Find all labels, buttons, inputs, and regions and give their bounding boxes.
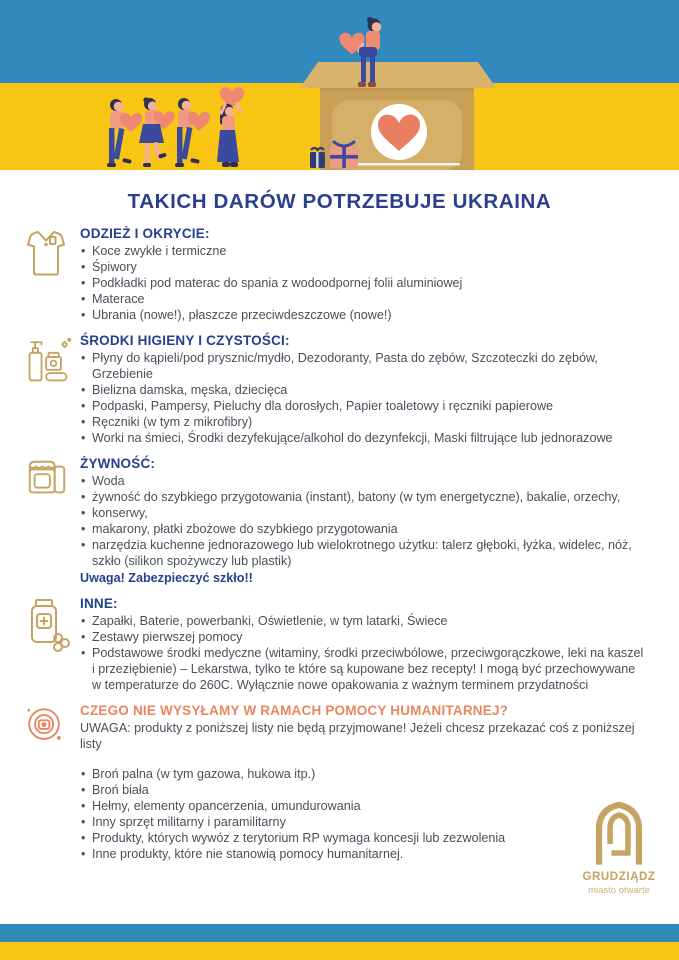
section-item-list <box>80 243 645 323</box>
excluded-heading: CZEGO NIE WYSYŁAMY W RAMACH POMOCY HUMANITARNEJ? <box>80 703 509 718</box>
list-item: • Produkty, których wywóz z terytorium RP wymaga koncesji lub zezwolenia <box>80 830 645 846</box>
list-item: • żywność do szybkiego przygotowania (instant), batony (w tym energetyczne), bakalie, orzechy, <box>80 489 645 505</box>
glass-warning-note: Uwaga! Zabezpieczyć szkło!! <box>80 571 253 585</box>
list-item: • narzędzia kuchenne jednorazowego lub wielokrotnego użytku: talerz głęboki, łyżka, widelec, nóż, szkło (silikon spożywczy lub plastik) <box>80 537 645 569</box>
list-item: • Koce zwykłe i termiczne <box>80 243 645 259</box>
list-item: • Hełmy, elementy opancerzenia, umundurowania <box>80 798 645 814</box>
list-item: • Zapałki, Baterie, powerbanki, Oświetlenie, w tym latarki, Świece <box>80 613 645 629</box>
list-item: • Podkładki pod materac do spania z wodoodpornej folii aluminiowej <box>80 275 645 291</box>
list-item: • makarony, płatki zbożowe do szybkiego przygotowania <box>80 521 645 537</box>
arch-icon <box>587 800 651 866</box>
list-item: • Ubrania (nowe!), płaszcze przeciwdeszczowe (nowe!) <box>80 307 645 323</box>
list-item: • Śpiwory <box>80 259 645 275</box>
donation-box-illustration <box>300 62 496 170</box>
list-item: • Worki na śmieci, Środki dezyfekujące/alkohol do dezynfekcji, Maski filtrujące lub jednorazowe <box>80 430 645 446</box>
prohibited-icon <box>24 703 80 862</box>
excluded-item-list <box>80 766 645 862</box>
list-item: • Zestawy pierwszej pomocy <box>80 629 645 645</box>
section-heading: ŚRODKI HIGIENY I CZYSTOŚCI: <box>80 333 290 348</box>
section-hygiene <box>0 333 679 446</box>
section-heading: ŻYWNOŚĆ: <box>80 456 156 471</box>
excluded-intro: UWAGA: produkty z poniższej listy nie będą przyjmowane! Jeżeli chcesz przekazać coś z poniższej listy <box>80 721 635 751</box>
section-item-list <box>80 473 645 569</box>
section-clothing <box>0 226 679 323</box>
list-item: • Woda <box>80 473 645 489</box>
tshirt-icon <box>24 226 80 323</box>
section-item-list <box>80 350 645 446</box>
list-item: • Broń palna (w tym gazowa, hukowa itp.) <box>80 766 645 782</box>
footer-yellow-stripe <box>0 942 679 960</box>
footer-blue-stripe <box>0 924 679 942</box>
list-item: • Materace <box>80 291 645 307</box>
list-item: • Broń biała <box>80 782 645 798</box>
hygiene-icon <box>24 333 80 446</box>
list-item: • konserwy, <box>80 505 645 521</box>
list-item: • Podstawowe środki medyczne (witaminy, środki przeciwbólowe, przeciwgorączkowe, leki na kaszel i przeziębienie) – Lekarstwa, tylko te które są kupowane bez recepty! I mogą być przechowywane w temperaturze do 260C. Wyłącznie nowe opakowania z ważnym terminem przydatności <box>80 645 645 693</box>
medicine-icon <box>24 596 80 693</box>
logo-city-name: GRUDZIĄDZ <box>582 871 656 883</box>
section-other <box>0 596 679 693</box>
list-item: • Inny sprzęt militarny i paramilitarny <box>80 814 645 830</box>
section-heading: INNE: <box>80 596 118 611</box>
section-item-list <box>80 613 645 693</box>
section-heading: ODZIEŻ I OKRYCIE: <box>80 226 210 241</box>
list-item: • Inne produkty, które nie stanowią pomocy humanitarnej. <box>80 846 645 862</box>
section-food <box>0 456 679 586</box>
list-item: • Podpaski, Pampersy, Pieluchy dla dorosłych, Papier toaletowy i ręczniki papierowe <box>80 398 645 414</box>
sections <box>0 226 679 862</box>
list-item: • Płyny do kąpieli/pod prysznic/mydło, Dezodoranty, Pasta do zębów, Szczoteczki do zębów, Grzebienie <box>80 350 645 382</box>
logo-tagline: miasto otwarte <box>588 885 650 896</box>
page-title: TAKICH DARÓW POTRZEBUJE UKRAINA <box>127 190 552 213</box>
list-item: • Bielizna damska, męska, dziecięca <box>80 382 645 398</box>
city-logo <box>569 800 669 896</box>
donation-illustration <box>0 0 679 170</box>
list-item: • Ręczniki (w tym z mikrofibry) <box>80 414 645 430</box>
food-jar-icon <box>24 456 80 586</box>
